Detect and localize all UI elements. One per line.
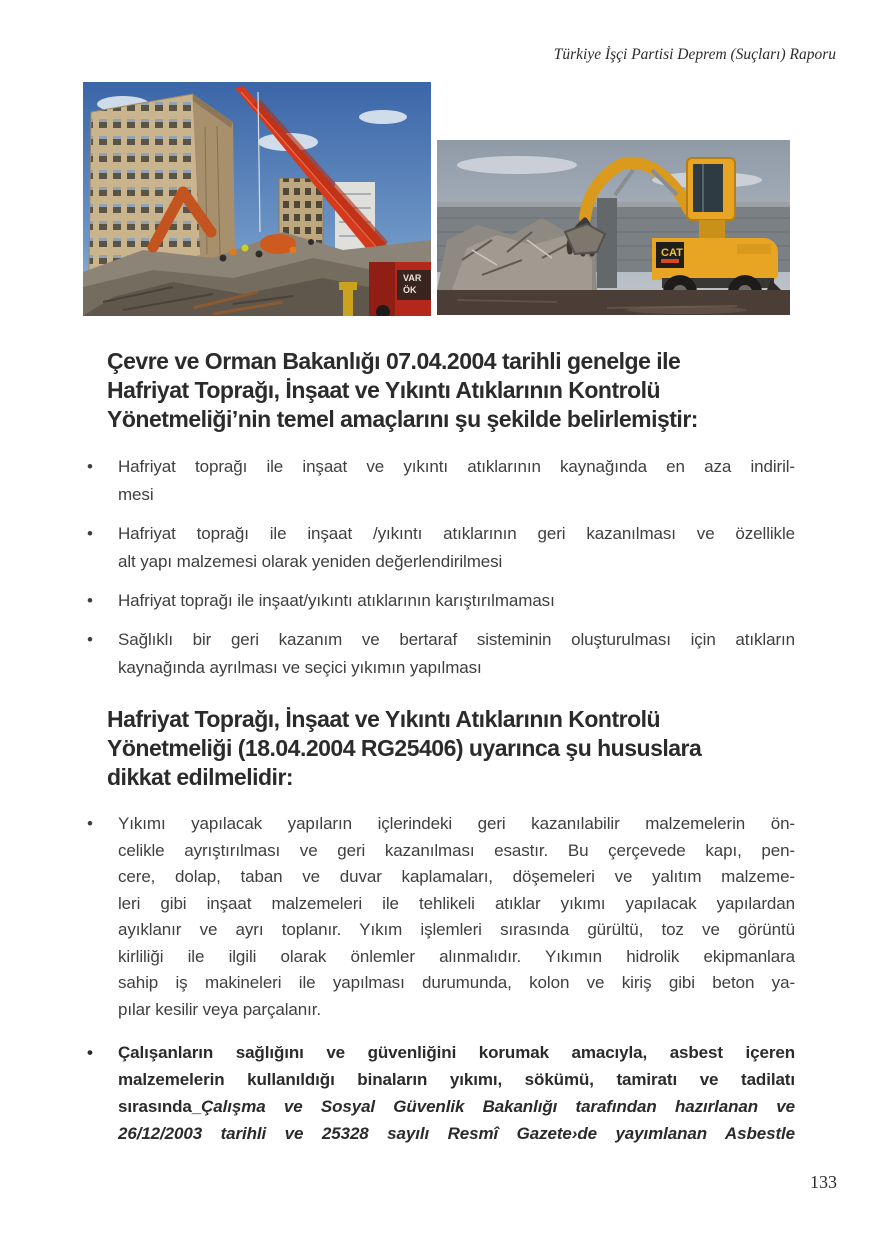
bullet-text: Hafriyat toprağı ile inşaat /yıkıntı atıklarının geri kazanılması ve özellikle alt yapı malzemesi olarak yeniden değerlendirilmesi [118, 524, 795, 571]
page-number: 133 [810, 1172, 837, 1192]
bullet-text-bold-italic [118, 1039, 795, 1147]
bullet-marker: • [87, 1043, 93, 1062]
bullet-marker: • [87, 457, 93, 476]
cat-logo-text: CAT [661, 247, 683, 259]
section2-bullet-list [83, 811, 795, 1147]
bullet-text: Sağlıklı bir geri kazanım ve bertaraf sisteminin oluşturulması için atıkların kaynağında ayrılması ve seçici yıkımın yapılması [118, 630, 795, 677]
list-item [83, 587, 795, 615]
list-item [83, 811, 795, 1023]
bold-italic-line: 26/12/2003 tarihli ve 25328 sayılı Resmî Gazete›de yayımlanan Asbestle [118, 1124, 795, 1143]
damaged-apartment-building [89, 94, 235, 272]
bold-line: Çalışanların sağlığını ve güvenliğini korumak amacıyla, asbest içeren [118, 1043, 795, 1062]
bold-line: malzemelerin kullanıldığı binaların yıkımı, sökümü, tamiratı ve tadilatı [118, 1070, 795, 1089]
list-item [83, 626, 795, 682]
truck-text-line1: VAR [403, 273, 422, 283]
list-item [83, 453, 795, 509]
truck-text-line2: ÖK [403, 285, 417, 295]
section1-heading: Çevre ve Orman Bakanlığı 07.04.2004 tarihli genelge ile Hafriyat Toprağı, İnşaat ve Yıkıntı Atıklarının Kontrolü Yönetmeliği’nin temel amaçlarını şu şekilde belirlemiştir: [107, 348, 698, 432]
main-text-column [83, 347, 795, 1158]
bullet-marker: • [87, 591, 93, 610]
section1-bullet-list [83, 453, 795, 682]
list-item [83, 520, 795, 576]
bullet-marker: • [87, 814, 93, 833]
earthquake-demolition-site-photo [83, 82, 431, 316]
running-header: Türkiye İşçi Partisi Deprem (Suçları) Raporu [553, 46, 836, 63]
list-item [83, 1039, 795, 1147]
section2-heading: Hafriyat Toprağı, İnşaat ve Yıkıntı Atıklarının Kontrolü Yönetmeliği (18.04.2004 RG25406) uyarınca şu hususlara dikkat edilmelidir: [107, 706, 702, 790]
bullet-marker: • [87, 630, 93, 649]
wet-ground [437, 290, 790, 315]
bullet-text: Hafriyat toprağı ile inşaat/yıkıntı atıklarının karıştırılmaması [118, 591, 555, 610]
bullet-marker: • [87, 524, 93, 543]
bold-italic-line: sırasında_Çalışma ve Sosyal Güvenlik Bakanlığı tarafından hazırlanan ve [118, 1097, 795, 1116]
bullet-text: Yıkımı yapılacak yapıların içlerindeki geri kazanılabilir malzemelerin ön- celikle ayrıştırılması ve geri kazanılması esastır. Bu çerçevede kapı, pen- cere, dolap, taban ve duvar kaplamaları, döşemeleri ve yalıtım malzeme- leri gibi inşaat malzemeleri ile tehlikeli atıklar yıkımı yapılacak yapılardan ayıklanır ve ayrı toplanır. Yıkım işlemleri sırasında gürültü, toz ve görüntü kirliliği ile ilgili olarak önlemler alınmalıdır. Yıkımın hidrolik ekipmanlara sahip iş makineleri ile yapılması durumunda, kolon ve kiriş gibi beton ya- pılar kesilir veya parçalanır. [118, 814, 795, 1019]
bullet-text: Hafriyat toprağı ile inşaat ve yıkıntı atıklarının kaynağında en aza indiril- mesi [118, 457, 795, 504]
handler-body [652, 238, 778, 280]
scrap-material-handler-photo [437, 140, 790, 315]
